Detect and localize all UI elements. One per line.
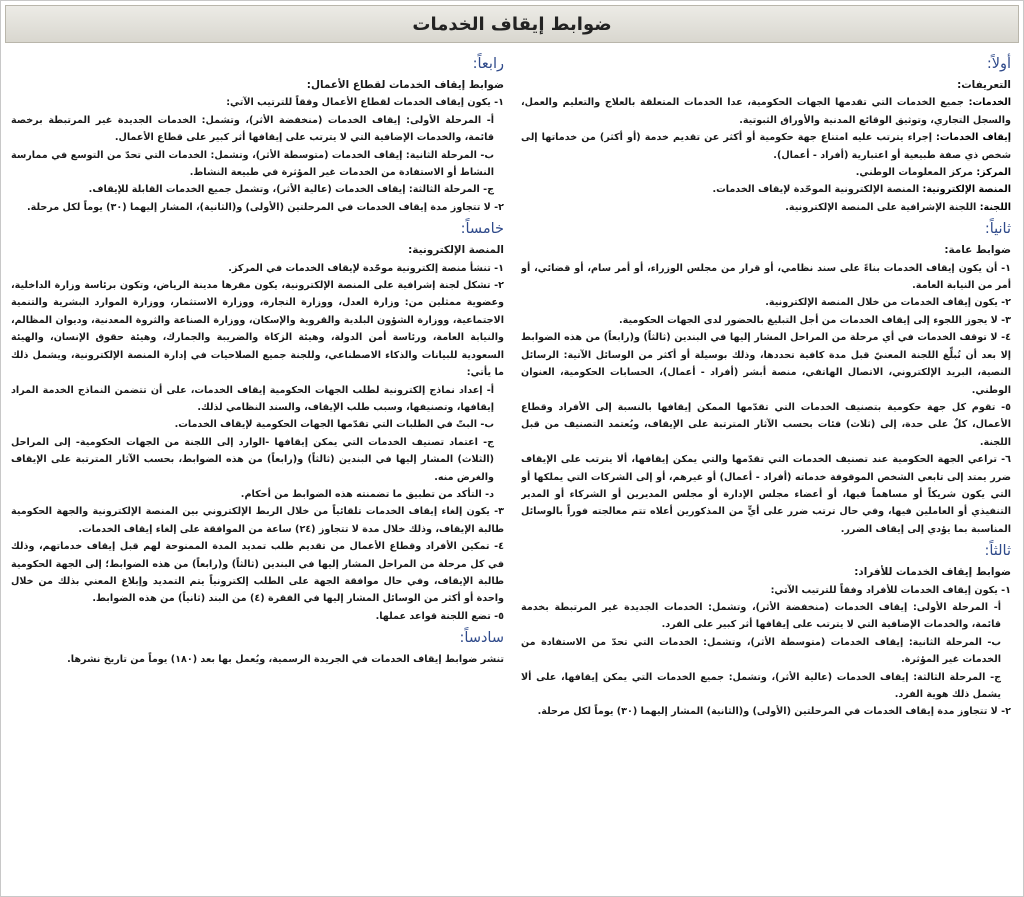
- list-sub-item: أ- إعداد نماذج إلكترونية لطلب الجهات الحكومية إيقاف الخدمات، على أن تتضمن النماذج الخدمة المراد إيقافها، وتصنيفها، وسبب طلب الإيقاف، والسند النظامي لذلك.: [11, 384, 494, 413]
- section-6-text: تنشر ضوابط إيقاف الخدمات في الجريدة الرسمية، ويُعمل بها بعد (١٨٠) يوماً من تاريخ نشرها.: [67, 654, 504, 666]
- section-4-subheading: ضوابط إيقاف الخدمات لقطاع الأعمال:: [306, 79, 504, 91]
- list-sub-item: ج- المرحلة الثالثة: إيقاف الخدمات (عالية الأثر)، وتشمل: جميع الخدمات التي يمكن إيقافها، على ألا يشمل ذلك هوية الفرد.: [521, 671, 1001, 700]
- list-item: ٣- يكون إلغاء إيقاف الخدمات تلقائياً من خلال الربط الإلكتروني بين المنصة الإلكترونية والجهة الحكومية طالبة الإيقاف، وذلك خلال مدة لا تتجاوز (٢٤) ساعة من الموافقة على إلغاء إيقاف الخدمات.: [11, 506, 504, 535]
- section-2-subheading: ضوابط عامة:: [944, 244, 1011, 257]
- list-item: ٢- تشكل لجنة إشرافية على المنصة الإلكترونية، يكون مقرها مدينة الرياض، وتكون برئاسة وزارة الداخلية، وعضوية ممثلين من: وزارة العدل، ووزارة التجارة، ووزارة الاستثمار، ووزارة الموارد البشرية والتنمية الاجتماعية، ووزارة الشؤون البلدية والقروية والإسكان، ووزارة الصناعة والثروة المعدنية، وديوان المظالم، والنيابة العامة، ورئاسة أمن الدولة، وهيئة الزكاة والضريبة والجمارك، وهيئة حقوق الإنسان، والهيئة السعودية للبيانات والذكاء الاصطناعي، وللجنة جميع الصلاحيات في إدارة المنصة الإلكترونية، ويشمل ذلك ما يأتي:: [11, 280, 504, 379]
- list-item: ١- يكون إيقاف الخدمات للأفراد وفقاً للترتيب الآتي:: [770, 584, 1011, 596]
- definition-text: المنصة الإلكترونية الموحّدة لإيقاف الخدمات.: [712, 184, 923, 196]
- list-item: ١- تنشأ منصة إلكترونية موحّدة لإيقاف الخدمات في المركز.: [228, 262, 504, 274]
- definition-term: المنصة الإلكترونية:: [922, 184, 1011, 196]
- section-6-heading: سادساً:: [459, 630, 504, 647]
- section-4-heading: رابعاً:: [472, 56, 504, 72]
- section-1-heading: أولاً:: [986, 56, 1011, 72]
- list-item: ٢- يكون إيقاف الخدمات من خلال المنصة الإلكترونية.: [765, 297, 1011, 309]
- section-2-heading: ثانياً:: [984, 221, 1011, 238]
- list-item: ٤- لا توقف الخدمات في أي مرحلة من المراحل المشار إليها في البندين (ثالثاً) و(رابعاً) من هذه الضوابط إلا بعد أن تُبلِّغ اللجنة المعنيّ قبل مدة كافية تحددها، وذلك بوسيلة أو أكثر من الوسائل الآتية: الرسائل النصية، البريد الإلكتروني، الاتصال الهاتفي، منصة أبشر (أفراد - أعمال)، الحسابات الحكومية، العنوان الوطني.: [521, 332, 1011, 396]
- list-sub-item: أ- المرحلة الأولى: إيقاف الخدمات (منخفضة الأثر)، وتشمل: الخدمات الجديدة غير المرتبطة برخصة قائمة، والخدمات الإضافية التي لا يترتب على إيقافها أثر كبير على قطاع الأعمال.: [11, 114, 494, 144]
- definition-item: [521, 164, 1011, 181]
- list-item: ٤- تمكين الأفراد وقطاع الأعمال من تقديم طلب تمديد المدة الممنوحة لهم قبل إيقاف خدماتهم، وذلك في كل مرحلة من المراحل المشار إليها في البندين (ثالثاً) و(رابعاً) من هذه الضوابط؛ إلى الجهة الحكومية طالبة الإيقاف، وفي حال موافقة الجهة على الطلب إلكترونياً يتم التمديد وإبلاغ المعني بذلك من خلال واحدة أو أكثر من الوسائل المشار إليها في الفقرة (٤) من البند (ثانياً) من هذه الضوابط.: [11, 541, 504, 605]
- list-sub-item: ج- المرحلة الثالثة: إيقاف الخدمات (عالية الأثر)، وتشمل جميع الخدمات القابلة للإيقاف.: [88, 184, 494, 196]
- list-item: ٦- تراعي الجهة الحكومية عند تصنيف الخدمات التي تقدّمها والتي يمكن إيقافها، ألا يترتب على الإيقاف ضرر يمتد إلى تابعي الشخص الموقوفة خدماته (أفراد - أعمال) أو غيرهم، أو إلى الشركات التي يملكها أو التي يكون شريكاً أو مساهماً فيها، أو أعضاء مجلس الإدارة أو مجلس المديرين أو الشركاء أو المدير التنفيذي أو العاملين فيها، وفي حال ترتب ضرر على أيٍّ من المذكورين أعلاه تتم معالجته فوراً بالوسائل المناسبة بما يؤدي إلى إيقاف الضرر.: [521, 454, 1011, 535]
- section-5-subheading: المنصة الإلكترونية:: [408, 244, 504, 257]
- list-sub-item: أ- المرحلة الأولى: إيقاف الخدمات (منخفضة الأثر)، وتشمل: الخدمات الجديدة غير المرتبطة بخدمة قائمة، والخدمات الإضافية التي لا يترتب على إيقافها أثر كبير على الفرد.: [521, 601, 1001, 631]
- definition-item: [521, 94, 1011, 129]
- definitions-list: [521, 94, 1011, 216]
- list-sub-item: ب- المرحلة الثانية: إيقاف الخدمات (متوسطة الأثر)، وتشمل: الخدمات التي تحدّ من الاستفادة من الخدمات غير المؤثرة.: [521, 636, 1001, 666]
- definition-text: جميع الخدمات التي تقدمها الجهات الحكومية، عدا الخدمات المتعلقة بالعلاج والتعليم والعمل، والسجل التجاري، وتوثيق الوقائع المدنية والأوراق الثبوتية.: [521, 97, 1011, 126]
- right-column: [521, 51, 1011, 888]
- left-column: [11, 51, 504, 888]
- list-sub-item: ب- البتّ في الطلبات التي تقدّمها الجهات الحكومية لإيقاف الخدمات.: [174, 419, 494, 431]
- page-title: ضوابط إيقاف الخدمات: [5, 5, 1019, 43]
- definition-term: الخدمات:: [968, 97, 1011, 109]
- definition-text: إجراء يترتب عليه امتناع جهة حكومية أو أكثر عن تقديم خدمة (أو أكثر) من خدماتها إلى شخص ذي صفة طبيعية أو اعتبارية (أفراد - أعمال).: [521, 132, 1011, 161]
- definition-item: [521, 181, 1011, 198]
- list-item: ٢- لا تتجاوز مدة إيقاف الخدمات في المرحلتين (الأولى) و(الثانية) المشار إليهما (٣٠) يوماً لكل مرحلة.: [537, 706, 1011, 718]
- definition-item: [521, 199, 1011, 216]
- section-3-heading: ثالثاً:: [984, 543, 1011, 560]
- list-item: ١- أن يكون إيقاف الخدمات بناءً على سند نظامي، أو قرار من مجلس الوزراء، أو أمر سام، أو قضائي، أو أمر من النيابة العامة.: [521, 262, 1011, 292]
- definition-text: مركز المعلومات الوطني.: [855, 167, 977, 179]
- section-3-subheading: ضوابط إيقاف الخدمات للأفراد:: [854, 566, 1011, 579]
- list-item: ١- يكون إيقاف الخدمات لقطاع الأعمال وفقاً للترتيب الآتي:: [226, 97, 504, 109]
- definition-term: المركز:: [976, 167, 1011, 179]
- definition-item: [521, 129, 1011, 164]
- list-item: ٥- تضع اللجنة قواعد عملها.: [375, 610, 504, 622]
- definition-term: اللجنة:: [979, 201, 1011, 213]
- list-sub-item: ب- المرحلة الثانية: إيقاف الخدمات (متوسطة الأثر)، وتشمل: الخدمات التي تحدّ من التوسع في ممارسة النشاط أو الاستفادة من الخدمات غير المؤثرة في طبيعة النشاط.: [11, 149, 494, 179]
- definition-text: اللجنة الإشرافية على المنصة الإلكترونية.: [785, 201, 980, 213]
- list-sub-item: ج- اعتماد تصنيف الخدمات التي يمكن إيقافها -الوارد إلى اللجنة من الجهات الحكومية- إلى المراحل (الثلاث) المشار إليها في البندين (ثالثاً) و(رابعاً) من هذه الضوابط، بحسب الآثار المترتبة على الإيقاف والغرض منه.: [11, 436, 494, 483]
- list-item: ٥- تقوم كل جهة حكومية بتصنيف الخدمات التي تقدّمها الممكن إيقافها بالنسبة إلى الأفراد وقطاع الأعمال، كلٌ على حدة، إلى (ثلاث) فئات بحسب الآثار المترتبة على الإيقاف، ويُعتمد التصنيف من قبل اللجنة.: [521, 401, 1011, 448]
- list-item: ٣- لا يجوز اللجوء إلى إيقاف الخدمات من أجل التبليغ بالحضور لدى الجهات الحكومية.: [619, 314, 1011, 326]
- section-1-subheading: التعريفات:: [957, 79, 1011, 91]
- list-item: ٢- لا تتجاوز مدة إيقاف الخدمات في المرحلتين (الأولى) و(الثانية)، المشار إليهما (٣٠) يوماً لكل مرحلة.: [27, 201, 504, 213]
- definition-term: إيقاف الخدمات:: [936, 132, 1011, 144]
- list-sub-item: د- التأكد من تطبيق ما تضمنته هذه الضوابط من أحكام.: [240, 488, 494, 500]
- section-5-heading: خامساً:: [460, 221, 504, 238]
